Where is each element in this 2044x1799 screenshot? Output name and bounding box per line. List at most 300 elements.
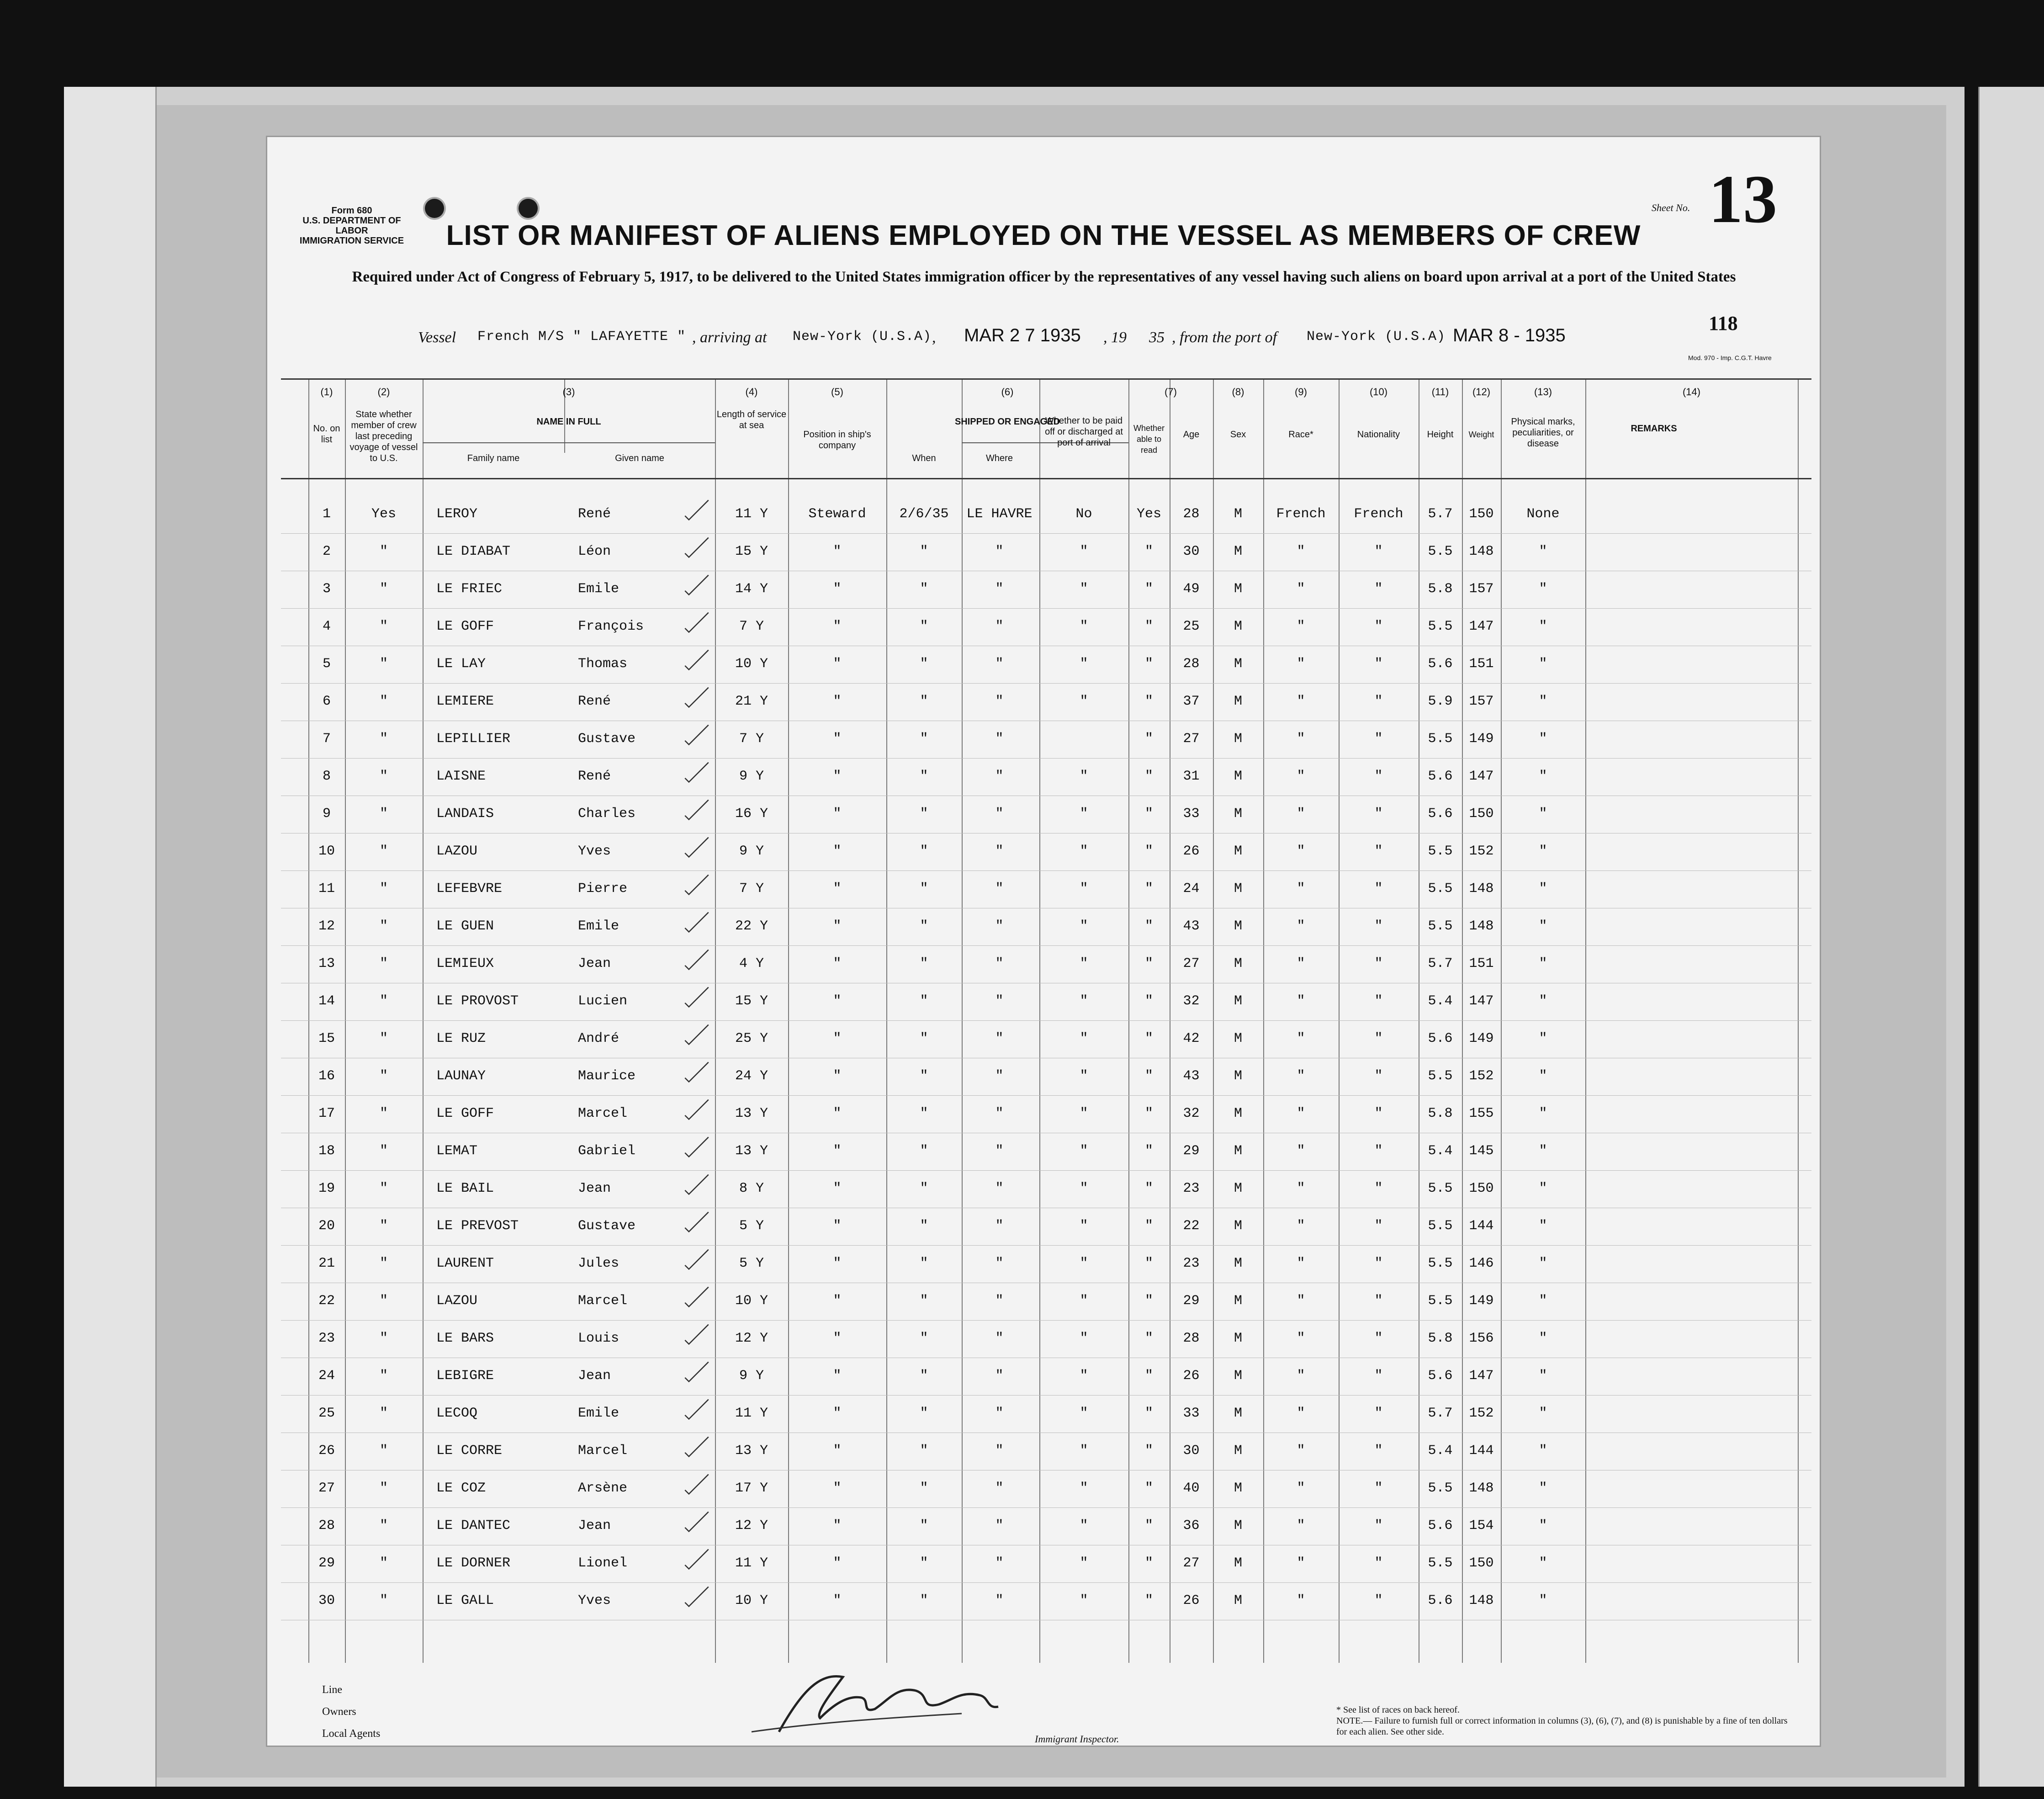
column-number: (3) [562,386,575,398]
shipped-where-cell: " [995,1218,1004,1234]
family-name-cell: LAISNE [436,769,486,784]
nationality-cell: " [1374,1593,1383,1608]
table-row [281,496,1811,534]
service-length-cell: 22 Y [735,918,768,934]
race-cell: " [1297,619,1305,634]
race-cell: " [1297,1068,1305,1084]
race-cell: " [1297,1368,1305,1384]
service-length-cell: 8 Y [739,1181,764,1196]
previous-voyage-cell: " [379,1331,388,1346]
paid-off-cell: " [1080,1181,1088,1196]
age-cell: 28 [1183,656,1200,672]
height-cell: 5.5 [1428,1481,1453,1496]
check-mark-icon [683,721,710,748]
age-cell: 27 [1183,956,1200,971]
service-length-cell: 11 Y [735,1406,768,1421]
previous-voyage-cell: " [379,1218,388,1234]
position-cell: " [833,1068,842,1084]
arrival-date-stamp: MAR 2 7 1935 [964,325,1081,345]
row-number-cell: 19 [318,1181,335,1196]
height-cell: 5.5 [1428,544,1453,559]
given-name-cell: Lucien [578,993,628,1009]
previous-voyage-cell: " [379,656,388,672]
col-header-shipped: SHIPPED OR ENGAGED [954,417,1060,427]
nationality-cell: " [1374,581,1383,597]
able-to-read-cell: " [1144,881,1153,897]
col-header-previous-voyage: State whether member of crew last preceding voyage of vessel to U.S. [349,409,418,463]
age-cell: 26 [1183,1593,1200,1608]
service: IMMIGRATION SERVICE [299,236,404,246]
physical-marks-cell: " [1539,1106,1547,1121]
position-cell: " [833,1106,842,1121]
nationality-cell: " [1374,993,1383,1009]
sex-cell: M [1234,1106,1242,1121]
height-cell: 5.7 [1428,506,1453,522]
position-cell: " [833,544,842,559]
row-number-cell: 7 [322,731,331,747]
shipped-where-cell: " [995,1368,1004,1384]
check-mark-icon [683,1096,710,1123]
shipped-where-cell: " [995,694,1004,709]
weight-cell: 157 [1469,694,1494,709]
weight-cell: 149 [1469,731,1494,747]
paid-off-cell: " [1080,881,1088,897]
able-to-read-cell: " [1144,1143,1153,1159]
sex-cell: M [1234,1406,1242,1421]
service-length-cell: 11 Y [735,506,768,522]
able-to-read-cell: " [1144,619,1153,634]
check-mark-icon [683,1208,710,1236]
height-cell: 5.5 [1428,1256,1453,1271]
able-to-read-cell: " [1144,844,1153,859]
nationality-cell: " [1374,1181,1383,1196]
age-cell: 43 [1183,1068,1200,1084]
physical-marks-cell: " [1539,1555,1547,1571]
col-header-height: Height [1427,430,1454,440]
given-name-cell: René [578,694,611,709]
position-cell: " [833,806,842,822]
able-to-read-cell: " [1144,656,1153,672]
race-cell: " [1297,656,1305,672]
sex-cell: M [1234,694,1242,709]
height-cell: 5.8 [1428,1331,1453,1346]
previous-voyage-cell: " [379,1368,388,1384]
physical-marks-cell: " [1539,1518,1547,1534]
physical-marks-cell: " [1539,1406,1547,1421]
position-cell: " [833,1181,842,1196]
shipped-when-cell: " [920,1143,928,1159]
shipped-where-cell: " [995,731,1004,747]
age-cell: 30 [1183,1443,1200,1459]
height-cell: 5.5 [1428,881,1453,897]
row-number-cell: 2 [322,544,331,559]
sex-cell: M [1234,1256,1242,1271]
weight-cell: 146 [1469,1256,1494,1271]
family-name-cell: LE GALL [436,1593,494,1608]
family-name-cell: LE BAIL [436,1181,494,1196]
given-name-cell: Marcel [578,1106,628,1121]
previous-voyage-cell: " [379,844,388,859]
sex-cell: M [1234,993,1242,1009]
shipped-where-cell: " [995,1256,1004,1271]
physical-marks-cell: " [1539,1031,1547,1046]
family-name-cell: LAZOU [436,844,478,859]
row-number-cell: 4 [322,619,331,634]
nationality-cell: " [1374,731,1383,747]
paid-off-cell: " [1080,1106,1088,1121]
position-cell: " [833,769,842,784]
row-number-cell: 17 [318,1106,335,1121]
paid-off-cell: " [1080,1031,1088,1046]
weight-cell: 148 [1469,918,1494,934]
table-row [281,1208,1811,1246]
crew-table [281,378,1811,1663]
sex-cell: M [1234,1555,1242,1571]
paid-off-cell: " [1080,806,1088,822]
service-length-cell: 14 Y [735,581,768,597]
local-agents-label: Local Agents [322,1728,381,1740]
form-title: LIST OR MANIFEST OF ALIENS EMPLOYED ON THE VESSEL AS MEMBERS OF CREW [446,220,1641,251]
comma: , [932,329,936,346]
physical-marks-cell: " [1539,1481,1547,1496]
service-length-cell: 13 Y [735,1143,768,1159]
shipped-where-cell: " [995,1331,1004,1346]
family-name-cell: LE DIABAT [436,544,511,559]
nationality-cell: " [1374,1331,1383,1346]
family-name-cell: LEBIGRE [436,1368,494,1384]
race-cell: " [1297,806,1305,822]
age-cell: 24 [1183,881,1200,897]
col-header-age: Age [1183,430,1200,440]
check-mark-icon [683,1583,710,1610]
given-name-cell: Yves [578,1593,611,1608]
nationality-cell: " [1374,1481,1383,1496]
physical-marks-cell: " [1539,1443,1547,1459]
shipped-where-cell: " [995,1106,1004,1121]
col-header-family-name: Family name [467,453,520,463]
shipped-when-cell: " [920,1555,928,1571]
given-name-cell: Gabriel [578,1143,636,1159]
position-cell: " [833,1256,842,1271]
check-mark-icon [683,1133,710,1161]
height-cell: 5.5 [1428,731,1453,747]
check-mark-icon [683,1171,710,1198]
check-mark-icon [683,1545,710,1573]
physical-marks-cell: " [1539,1181,1547,1196]
weight-cell: 144 [1469,1443,1494,1459]
given-name-cell: André [578,1031,620,1046]
sex-cell: M [1234,656,1242,672]
race-cell: " [1297,1406,1305,1421]
position-cell: " [833,656,842,672]
shipped-when-cell: " [920,881,928,897]
binder-strip [64,87,157,1787]
shipped-where-cell: " [995,1293,1004,1309]
previous-voyage-cell: " [379,544,388,559]
check-mark-icon [683,684,710,711]
weight-cell: 147 [1469,769,1494,784]
from-label: , from the port of [1172,329,1277,346]
paid-off-cell: No [1075,506,1092,522]
table-row [281,796,1811,833]
footnote-penalty: NOTE.— Failure to furnish full or correct information in columns (3), (6), (7), and (8) is punishable by a fine of ten dollars for each alien. See other side. [1336,1716,1788,1737]
height-cell: 5.4 [1428,1443,1453,1459]
family-name-cell: LE PROVOST [436,993,519,1009]
height-cell: 5.5 [1428,1555,1453,1571]
table-row [281,946,1811,983]
table-row [281,534,1811,571]
age-cell: 29 [1183,1293,1200,1309]
table-row [281,1058,1811,1096]
race-cell: " [1297,731,1305,747]
race-cell: " [1297,544,1305,559]
race-cell: " [1297,694,1305,709]
nationality-cell: " [1374,1143,1383,1159]
table-row [281,1545,1811,1583]
physical-marks-cell: " [1539,844,1547,859]
age-cell: 32 [1183,1106,1200,1121]
nationality-cell: " [1374,1256,1383,1271]
position-cell: " [833,1518,842,1534]
sex-cell: M [1234,956,1242,971]
shipped-when-cell: " [920,1256,928,1271]
family-name-cell: LE PREVOST [436,1218,519,1234]
nationality-cell: " [1374,806,1383,822]
height-cell: 5.4 [1428,993,1453,1009]
shipped-where-cell: " [995,1031,1004,1046]
service-length-cell: 10 Y [735,656,768,672]
column-number: (5) [831,386,843,398]
shipped-when-cell: " [920,619,928,634]
sex-cell: M [1234,1368,1242,1384]
column-number: (7) [1165,386,1177,398]
given-name-cell: René [578,769,611,784]
row-number-cell: 5 [322,656,331,672]
race-cell: " [1297,956,1305,971]
physical-marks-cell: " [1539,956,1547,971]
shipped-where-cell: " [995,1518,1004,1534]
service-length-cell: 13 Y [735,1443,768,1459]
shipped-when-cell: " [920,956,928,971]
able-to-read-cell: " [1144,993,1153,1009]
departure-date-stamp: MAR 8 - 1935 [1453,325,1566,345]
paid-off-cell: " [1080,1593,1088,1608]
able-to-read-cell: " [1144,918,1153,934]
shipped-when-cell: " [920,918,928,934]
paid-off-cell: " [1080,581,1088,597]
previous-voyage-cell: " [379,1406,388,1421]
paid-off-cell: " [1080,1481,1088,1496]
shipped-when-cell: " [920,844,928,859]
shipped-where-cell: " [995,806,1004,822]
given-name-cell: René [578,506,611,522]
physical-marks-cell: " [1539,806,1547,822]
able-to-read-cell: Yes [1136,506,1161,522]
manifest-sheet [267,137,1820,1746]
col-header-nationality: Nationality [1357,430,1400,440]
sex-cell: M [1234,918,1242,934]
row-number-cell: 28 [318,1518,335,1534]
family-name-cell: LANDAIS [436,806,494,822]
height-cell: 5.5 [1428,619,1453,634]
sex-cell: M [1234,1443,1242,1459]
race-cell: " [1297,1031,1305,1046]
sex-cell: M [1234,1181,1242,1196]
shipped-when-cell: " [920,1106,928,1121]
line-label: Line [322,1684,342,1696]
service-length-cell: 4 Y [739,956,764,971]
form-number: Form 680 [331,206,372,216]
given-name-cell: Lionel [578,1555,628,1571]
previous-voyage-cell: " [379,881,388,897]
given-name-cell: Jean [578,956,611,971]
paid-off-cell: " [1080,844,1088,859]
position-cell: " [833,694,842,709]
age-cell: 22 [1183,1218,1200,1234]
previous-voyage-cell: " [379,1068,388,1084]
paid-off-cell: " [1080,1443,1088,1459]
service-length-cell: 5 Y [739,1218,764,1234]
physical-marks-cell: " [1539,1293,1547,1309]
service-length-cell: 9 Y [739,844,764,859]
race-cell: " [1297,993,1305,1009]
sex-cell: M [1234,1593,1242,1608]
paid-off-cell: " [1080,1143,1088,1159]
family-name-cell: LE COZ [436,1481,486,1496]
col-header-service: Length of service at sea [716,409,787,430]
sheet-number-label: Sheet No. [1652,202,1690,213]
given-name-cell: Jean [578,1518,611,1534]
arrival-port: New-York (U.S.A) [793,329,932,345]
row-number-cell: 23 [318,1331,335,1346]
able-to-read-cell: " [1144,1293,1153,1309]
able-to-read-cell: " [1144,1106,1153,1121]
shipped-where-cell: " [995,769,1004,784]
department: U.S. DEPARTMENT OF LABOR [302,216,401,236]
nationality-cell: " [1374,1031,1383,1046]
position-cell: " [833,1031,842,1046]
able-to-read-cell: " [1144,1256,1153,1271]
table-row [281,1470,1811,1508]
row-number-cell: 25 [318,1406,335,1421]
sex-cell: M [1234,806,1242,822]
physical-marks-cell: " [1539,619,1547,634]
shipped-when-cell: " [920,1443,928,1459]
sex-cell: M [1234,581,1242,597]
age-cell: 23 [1183,1256,1200,1271]
race-cell: " [1297,1106,1305,1121]
weight-cell: 157 [1469,581,1494,597]
previous-voyage-cell: " [379,1106,388,1121]
row-number-cell: 16 [318,1068,335,1084]
given-name-cell: Charles [578,806,636,822]
service-length-cell: 25 Y [735,1031,768,1046]
sex-cell: M [1234,1218,1242,1234]
check-mark-icon [683,983,710,1011]
weight-cell: 147 [1469,619,1494,634]
position-cell: " [833,1555,842,1571]
physical-marks-cell: " [1539,918,1547,934]
physical-marks-cell: " [1539,544,1547,559]
family-name-cell: LEMIEUX [436,956,494,971]
able-to-read-cell: " [1144,1518,1153,1534]
row-number-cell: 18 [318,1143,335,1159]
shipped-when-cell: " [920,1481,928,1496]
previous-voyage-cell: " [379,769,388,784]
weight-cell: 148 [1469,1593,1494,1608]
race-cell: " [1297,881,1305,897]
arriving-label: , arriving at [692,329,767,346]
position-cell: " [833,956,842,971]
inspector-signature [724,1663,1007,1746]
paid-off-cell: " [1080,1293,1088,1309]
shipped-when-cell: " [920,694,928,709]
shipped-where-cell: " [995,1181,1004,1196]
position-cell: " [833,1331,842,1346]
sex-cell: M [1234,506,1242,522]
vessel-label: Vessel [418,329,456,346]
service-length-cell: 11 Y [735,1555,768,1571]
race-cell: French [1276,506,1326,522]
race-cell: " [1297,769,1305,784]
age-cell: 33 [1183,806,1200,822]
age-cell: 37 [1183,694,1200,709]
shipped-where-cell: " [995,881,1004,897]
table-row [281,1021,1811,1058]
shipped-where-cell: " [995,1443,1004,1459]
age-cell: 25 [1183,619,1200,634]
height-cell: 5.5 [1428,918,1453,934]
table-row [281,571,1811,609]
year-value: 35 [1149,329,1165,346]
table-row [281,609,1811,646]
weight-cell: 149 [1469,1031,1494,1046]
service-length-cell: 12 Y [735,1331,768,1346]
physical-marks-cell: " [1539,1593,1547,1608]
weight-cell: 154 [1469,1518,1494,1534]
row-number-cell: 30 [318,1593,335,1608]
weight-cell: 150 [1469,806,1494,822]
given-name-cell: Gustave [578,1218,636,1234]
family-name-cell: LE CORRE [436,1443,503,1459]
shipped-where-cell: " [995,656,1004,672]
race-cell: " [1297,1555,1305,1571]
shipped-where-cell: " [995,1068,1004,1084]
position-cell: " [833,619,842,634]
service-length-cell: 10 Y [735,1593,768,1608]
row-number-cell: 14 [318,993,335,1009]
weight-cell: 149 [1469,1293,1494,1309]
race-cell: " [1297,918,1305,934]
race-cell: " [1297,1143,1305,1159]
header-rule [281,478,1811,479]
age-cell: 26 [1183,844,1200,859]
shipped-when-cell: " [920,1593,928,1608]
family-name-cell: LAURENT [436,1256,494,1271]
table-row [281,1096,1811,1133]
position-cell: " [833,918,842,934]
paid-off-cell: " [1080,918,1088,934]
position-cell: " [833,1593,842,1608]
sex-cell: M [1234,1331,1242,1346]
shipped-where-cell: " [995,844,1004,859]
service-length-cell: 9 Y [739,769,764,784]
nationality-cell: " [1374,1106,1383,1121]
table-row [281,1133,1811,1171]
header-subrule [423,442,715,443]
shipped-when-cell: " [920,993,928,1009]
physical-marks-cell: " [1539,694,1547,709]
